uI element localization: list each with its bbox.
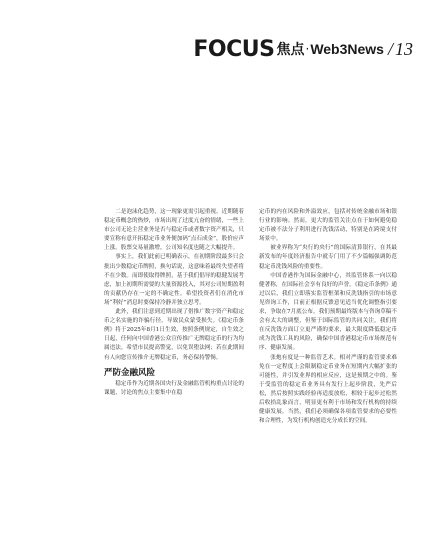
section-title-cn: 焦点 [276, 42, 305, 58]
right-text-column [259, 208, 397, 426]
paragraph: 此外，我们注意到近期出现了借推广数字资产和稳定币之名实施的诈骗行径，导致民众蒙受损失。《稳定币条例》将于2025年8月1日生效，按照条例规定，自生效之日起，任何向中国香港公众宣传推广无牌稳定币的行为均属违法。希望市民提高警觉，以免误堕法网；若在此期间有人向您宣传推介无牌稳定币，务必保持警惕。 [104, 309, 244, 361]
section-title-en: Web3News [310, 41, 384, 57]
paragraph: 稳定币作为近期各国央行及金融监管机构重点讨论的课题，讨论的焦点主要集中在稳 [104, 380, 244, 396]
focus-logo: FOCUS [193, 36, 275, 62]
page-header [0, 36, 413, 62]
paragraph: 中国香港作为国际金融中心，其监管体系一向以稳健著称，在国际社会享有良好的声誉。《稳定币条例》通过以后，我们立即落实监管框架和反洗钱指引的市场意见咨询工作，目前正根据反馈意见适当优化调整指引要求，争取在7月底公布。我们预期最终版本与咨询草稿不会有太大的调整，但鉴于国际监管的共同关注，我们将在反洗钱方面订立更严谨的要求，最大限度降低稳定币成为洗钱工具的风险，确保中国香港稳定币市场规范有序、健康发展。 [259, 272, 397, 352]
paragraph: 二是泡沫化趋势，这一现象更需引起重视。近期随着稳定币概念的热炒，市场出现了过度亢奋的情绪，一些上市公司无论主营业务是否与稳定币或者数字资产相关，只要宣称有意开拓稳定币业务便加码“点石成金”，股价应声上涨。股票交易量激增，公司知名度也随之大幅提升。 [104, 209, 244, 252]
paragraph: 事实上，我们此前已明确表示，在初期阶段最多只会批出少数稳定币牌照，换句话说，这意味着最终失望者将不在少数。而即使取得牌照，基于我们倡导的稳健发展考虑，加上初期所需要的大量资源投入，其对公司短期盈利的贡献仍存在一定的不确定性。希望投资者们在消化市场“利好”消息时要保持冷静并独立思考。 [104, 254, 244, 306]
page-number: 13 [395, 38, 413, 59]
paragraph: 被业界称为“央行的央行”的国际清算银行，在其最新发布的年度经济报告中就专门用了不少篇幅强调防范稳定币洗钱风险的重要性。 [259, 245, 397, 270]
section-subheading: 严防金融风险 [104, 367, 156, 378]
section-separator: · [305, 42, 310, 56]
left-text-column [104, 208, 244, 398]
continued-paragraph: 定币的内在风险和外溢效应，包括对传统金融市场和银行业的影响。然而，更大的监管关注点在于如何避免稳定币被不法分子利用进行洗钱活动，特别是在跨境支付场景中。 [259, 209, 397, 243]
header-slash: / [387, 38, 393, 59]
paragraph: 张炮有度是一种监管艺术。相对严谨的监管要求难免在一定程度上会限制稳定币业务在短期内大幅扩张的可能性，并引发业界的相应反应，这是预期之中的。鉴于受监管的稳定币业务具有发行上起步阶段，先严后松，然后按照实践经验再适度放松，相较于起步过松然后收拾乱象而言，明显更有利于市场和发行机构的持续健康发展。当然，我们必须确保各项监管要求的必要性和合理性，为发行机构创造充分成长的空间。 [259, 354, 397, 425]
